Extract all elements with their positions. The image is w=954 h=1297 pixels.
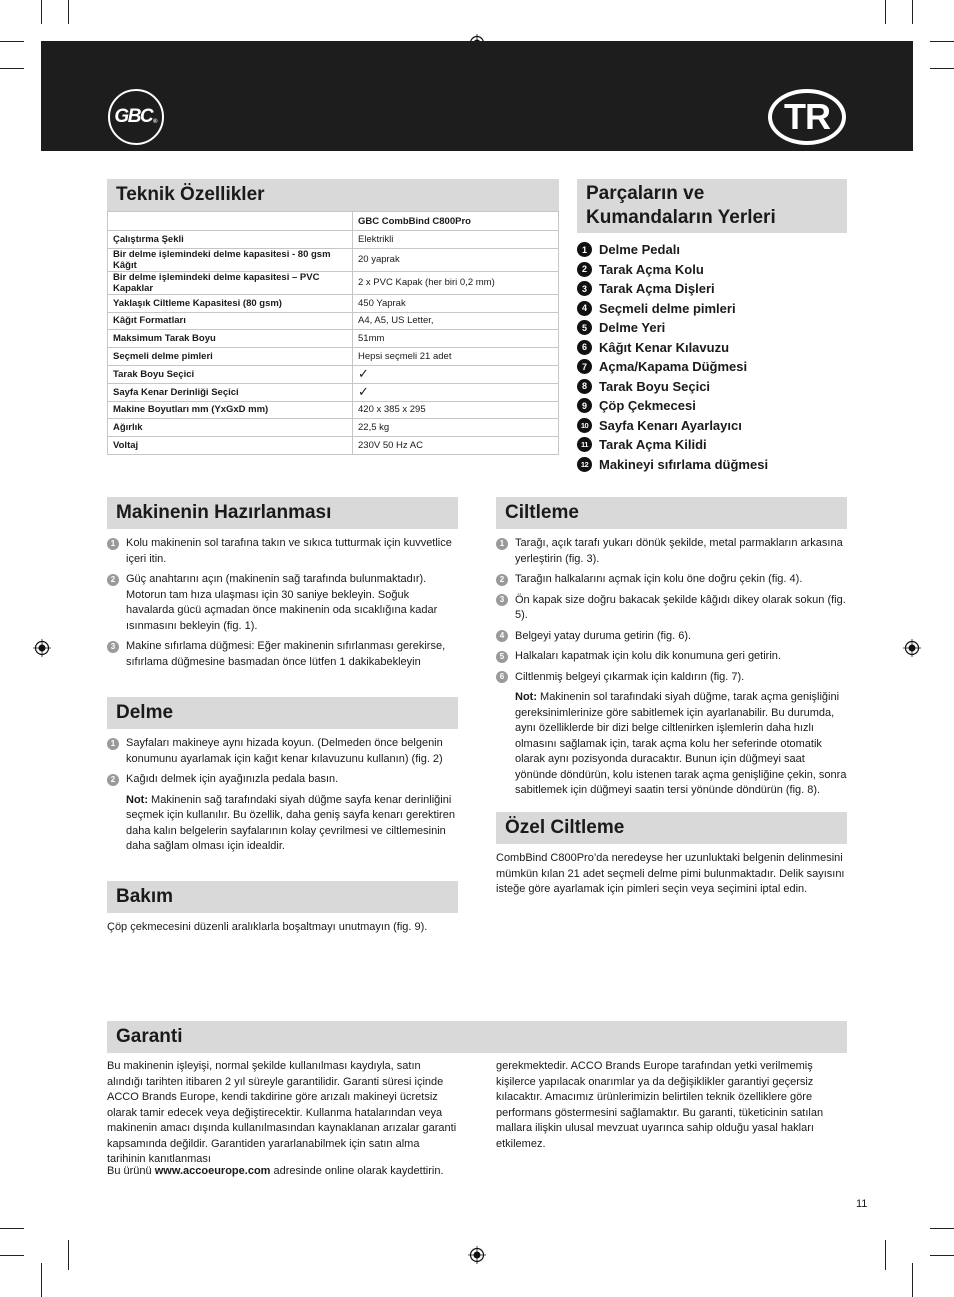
part-item [577, 377, 847, 397]
step-number-badge: 2 [107, 574, 119, 586]
part-number-badge: 10 [577, 418, 592, 433]
part-item [577, 318, 847, 338]
specs-title: Teknik Özellikler [107, 179, 559, 211]
part-label: Makineyi sıfırlama düğmesi [599, 456, 769, 472]
binding-step [496, 649, 847, 665]
specs-header-row [108, 212, 559, 231]
step-text: Belgeyi yatay duruma getirin (fig. 6). [515, 629, 692, 642]
part-item [577, 455, 847, 475]
part-label: Seçmeli delme pimleri [599, 300, 736, 316]
binding-steps [496, 536, 847, 799]
language-badge: TR [768, 89, 846, 145]
specs-row [108, 437, 559, 455]
special-title: Özel Ciltleme [496, 812, 847, 844]
part-number-badge: 1 [577, 242, 592, 257]
specs-row [108, 348, 559, 366]
note-text: Makinenin sağ tarafındaki siyah düğme sayfa kenar derinliğini seçmek için kullanılır. Bu özellik, daha geniş sayfa kenarı gerektiren daha kalın belgelerin sayfalarının kolay çevrilmesi ve ciltlemesinin daha sağlam olması için idealdir. [126, 793, 455, 852]
specs-value: ✓ [353, 383, 559, 401]
parts-title: Parçaların ve Kumandaların Yerleri [577, 179, 847, 233]
step-text: Sayfaları makineye aynı hizada koyun. (Delmeden önce belgenin konumunu ayarlamak için kağıt kenar kılavuzunu kullanın) (fig. 2) [126, 737, 443, 765]
binding-step [496, 593, 847, 624]
binding-step [496, 670, 847, 686]
part-number-badge: 7 [577, 359, 592, 374]
specs-label: Ağırlık [108, 419, 353, 437]
part-label: Sayfa Kenarı Ayarlayıcı [599, 417, 742, 433]
warranty-title: Garanti [107, 1021, 847, 1053]
specs-row [108, 401, 559, 419]
step-number-badge: 1 [107, 538, 119, 550]
special-text: CombBind C800Pro’da neredeyse her uzunluktaki belgenin delinmesini mümkün kılan 21 adet seçmeli delme pimi bulunmaktadır. Delik sayısını isteğe göre ayarlamak için pimleri seçin veya seçimini iptal edin. [496, 852, 845, 895]
specs-row [108, 330, 559, 348]
step-number-badge: 4 [496, 630, 508, 642]
specs-row [108, 419, 559, 437]
header-banner [41, 41, 913, 151]
step-number-badge: 2 [107, 774, 119, 786]
setup-steps [107, 536, 458, 675]
part-number-badge: 11 [577, 437, 592, 452]
part-item [577, 260, 847, 280]
step-text: Ciltlenmiş belgeyi çıkarmak için kaldırın (fig. 7). [515, 670, 745, 683]
part-label: Tarak Açma Dişleri [599, 281, 715, 297]
part-label: Delme Yeri [599, 320, 666, 336]
specs-value: Hepsi seçmeli 21 adet [353, 348, 559, 366]
setup-step [107, 536, 458, 567]
note-text: Makinenin sol tarafındaki siyah düğme, tarak açma genişliğini gereksinimlerinize göre sabitlemek için ayarlanabilir. Bu durumda, aynı özelliklerde bir dizi belge ciltlenirken işlemlerin daha hızlı olmasını sağlamak için, tarak açma kolu her seferinde otomatik olarak aynı pozisyonda duracaktır. Bunun için düğmeyi saat yönünde döndürün, kolu istenen tarak açma genişliğine çekin, sonra sabitlemek için düğmeyi saatin tersi yönünde döndürün (fig. 8). [515, 691, 847, 796]
part-number-badge: 2 [577, 262, 592, 277]
part-item [577, 357, 847, 377]
specs-model: GBC CombBind C800Pro [353, 212, 559, 231]
warranty-left-text: Bu makinenin işleyişi, normal şekilde kullanılması kaydıyla, satın alındığı tarihten itibaren 2 yıl süreyle garantilidir. Garanti süresi içinde ACCO Brands Europe, kendi takdirine göre arızalı makineyi ücretsiz olarak tamir edecek veya değiştirecektir. Kullanma hatalarından veya makinenin amacı dışında kullanılmasından kaynaklanan arızalar garanti kapsamında değildir. Garantiden yararlanabilmek için satın alma tarihinin kanıtlanması [107, 1060, 457, 1165]
warranty-right-text: gerekmektedir. ACCO Brands Europe tarafından yetki verilmemiş kişilerce yapılacak onarımlar ya da değişiklikler garantiyi geçersiz kılacaktır. Amacımız ürünlerimizin belirtilen teknik özelliklere göre performans göstermesini sağlamaktır. Bu garanti, tüketicinin satılan mallara ilişkin ulusal mevzuat uyarınca sahip olduğu yasal hakları etkilemez. [496, 1060, 824, 1150]
step-number-badge: 1 [107, 738, 119, 750]
step-text: Halkaları kapatmak için kolu dik konumuna geri getirin. [515, 650, 781, 662]
part-number-badge: 4 [577, 301, 592, 316]
step-text: Ön kapak size doğru bakacak şekilde kâğıdı dikey olarak sokun (fig. 5). [515, 593, 846, 621]
part-label: Açma/Kapama Düğmesi [599, 359, 748, 375]
registration-mark-left [33, 639, 51, 657]
part-item [577, 240, 847, 260]
part-label: Çöp Çekmecesi [599, 398, 696, 414]
specs-label: Çalıştırma Şekli [108, 231, 353, 249]
specs-value: A4, A5, US Letter, [353, 312, 559, 330]
registration-mark-right [903, 639, 921, 657]
gbc-logo: GBC ® [108, 89, 164, 145]
specs-label: Yaklaşık Ciltleme Kapasitesi (80 gsm) [108, 294, 353, 312]
specs-label: Tarak Boyu Seçici [108, 365, 353, 383]
specs-label: Seçmeli delme pimleri [108, 348, 353, 366]
step-text: Güç anahtarını açın (makinenin sağ tarafında bulunmaktadır). Motorun tam hıza ulaşması için 30 saniye bekleyin. Soğuk havalarda gücü açmadan önce makinenin oda sıcaklığına kadar ısınmasını bekleyin (fig. 1). [126, 573, 438, 632]
specs-label: Kâğıt Formatları [108, 312, 353, 330]
step-text: Kolu makinenin sol tarafına takın ve sıkıca tutturmak için kuvvetlice içeri itin. [126, 537, 452, 565]
step-number-badge: 3 [107, 641, 119, 653]
specs-row [108, 248, 559, 271]
maintenance-text: Çöp çekmecesini düzenli aralıklarla boşaltmayı unutmayın (fig. 9). [107, 921, 428, 933]
parts-list [577, 240, 847, 474]
specs-row [108, 365, 559, 383]
part-number-badge: 3 [577, 281, 592, 296]
part-item [577, 279, 847, 299]
warranty-register-link[interactable]: www.accoeurope.com [154, 1165, 271, 1177]
part-item [577, 396, 847, 416]
specs-table [107, 211, 559, 455]
specs-value: 2 x PVC Kapak (her biri 0,2 mm) [353, 271, 559, 294]
part-number-badge: 5 [577, 320, 592, 335]
step-text: Tarağın halkalarını açmak için kolu öne doğru çekin (fig. 4). [515, 573, 803, 585]
specs-row [108, 294, 559, 312]
specs-label: Bir delme işlemindeki delme kapasitesi – PVC Kapaklar [108, 271, 353, 294]
binding-step [496, 536, 847, 567]
specs-row [108, 231, 559, 249]
part-number-badge: 8 [577, 379, 592, 394]
specs-label: Voltaj [108, 437, 353, 455]
punching-note [107, 793, 458, 855]
specs-row [108, 312, 559, 330]
specs-row [108, 271, 559, 294]
setup-title: Makinenin Hazırlanması [107, 497, 458, 529]
note-label: Not: [126, 793, 148, 806]
specs-value: 230V 50 Hz AC [353, 437, 559, 455]
specs-value: 51mm [353, 330, 559, 348]
registration-mark-bottom [468, 1246, 486, 1264]
part-label: Tarak Boyu Seçici [599, 378, 711, 394]
punching-step [107, 772, 458, 788]
specs-label: Sayfa Kenar Derinliği Seçici [108, 383, 353, 401]
step-number-badge: 6 [496, 671, 508, 683]
step-number-badge: 2 [496, 574, 508, 586]
punching-step [107, 736, 458, 767]
part-label: Delme Pedalı [599, 242, 680, 258]
specs-value: ✓ [353, 365, 559, 383]
punching-title: Delme [107, 697, 458, 729]
part-label: Tarak Açma Kolu [599, 261, 704, 277]
binding-step [496, 572, 847, 588]
part-item [577, 435, 847, 455]
binding-note [496, 690, 847, 799]
maintenance-title: Bakım [107, 881, 458, 913]
step-number-badge: 1 [496, 538, 508, 550]
binding-title: Ciltleme [496, 497, 847, 529]
part-item [577, 416, 847, 436]
setup-step [107, 572, 458, 634]
specs-label: Bir delme işlemindeki delme kapasitesi - 80 gsm Kâğıt [108, 248, 353, 271]
specs-value: Elektrikli [353, 231, 559, 249]
note-label: Not: [515, 691, 537, 703]
punching-steps [107, 736, 458, 855]
step-text: Makine sıfırlama düğmesi: Eğer makinenin sıfırlanması gerekirse, sıfırlama düğmesine basmadan önce lütfen 1 dakikabekleyin [126, 640, 446, 668]
specs-row [108, 383, 559, 401]
specs-value: 420 x 385 x 295 [353, 401, 559, 419]
part-number-badge: 12 [577, 457, 592, 472]
specs-label: Maksimum Tarak Boyu [108, 330, 353, 348]
part-label: Tarak Açma Kilidi [599, 437, 707, 453]
step-text: Kağıdı delmek için ayağınızla pedala basın. [126, 773, 339, 785]
warranty-register-text: Bu ürünü www.accoeurope.com adresinde online olarak kaydettirin. [107, 1165, 444, 1177]
page-number: 11 [856, 1198, 868, 1210]
part-item [577, 299, 847, 319]
binding-step [496, 629, 847, 645]
part-number-badge: 9 [577, 398, 592, 413]
setup-step [107, 639, 458, 670]
part-item [577, 338, 847, 358]
specs-label: Makine Boyutları mm (YxGxD mm) [108, 401, 353, 419]
specs-value: 20 yaprak [353, 248, 559, 271]
specs-value: 22,5 kg [353, 419, 559, 437]
part-number-badge: 6 [577, 340, 592, 355]
step-number-badge: 5 [496, 651, 508, 663]
part-label: Kâğıt Kenar Kılavuzu [599, 339, 730, 355]
specs-value: 450 Yaprak [353, 294, 559, 312]
step-text: Tarağı, açık tarafı yukarı dönük şekilde, metal parmakların arkasına yerleştirin (fig. 3). [515, 537, 843, 565]
step-number-badge: 3 [496, 594, 508, 606]
